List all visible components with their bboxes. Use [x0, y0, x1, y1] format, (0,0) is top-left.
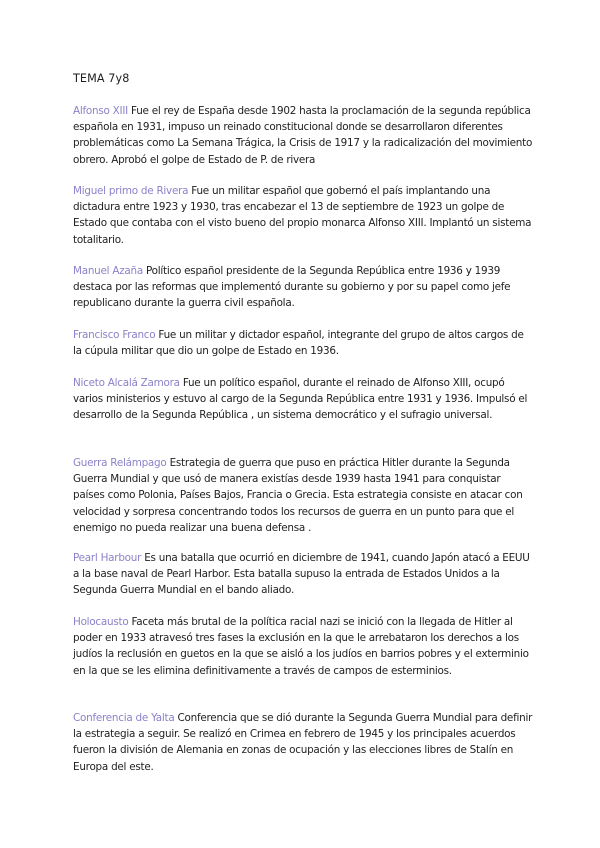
entry-term: Conferencia de Yalta: [73, 712, 175, 724]
entry-francisco-franco: [73, 327, 535, 359]
entry-term: Holocausto: [73, 616, 129, 628]
entry-term: Guerra Relámpago: [73, 457, 167, 469]
entry-definition: Político español presidente de la Segunda República entre 1936 y 1939 destaca por las reformas que implementó durante su gobierno y por su papel como jefe republicano durante la guerra civil española.: [73, 265, 511, 310]
entry-alfonso-xiii: [73, 103, 535, 168]
entry-alcala-zamora: [73, 375, 535, 424]
entry-definition: Fue un militar español que gobernó el país implantando una dictadura entre 1923 y 1930, tras encabezar el 13 de septiembre de 1923 un golpe de Estado que contaba con el visto bueno del propio monarca Alfonso XIII. Implantó un sistema totalitario.: [73, 185, 532, 246]
document-title: TEMA 7y8: [73, 72, 130, 85]
entry-definition: Fue el rey de España desde 1902 hasta la proclamación de la segunda república española en 1931, impuso un reinado constitucional donde se desarrollaron diferentes problemáticas como La Semana Trágica, la Crisis de 1917 y la radicalización del movimiento obrero. Aprobó el golpe de Estado de P. de rivera: [73, 105, 533, 166]
entry-term: Alfonso XIII: [73, 105, 128, 117]
entry-term: Niceto Alcalá Zamora: [73, 377, 180, 389]
entry-holocausto: [73, 614, 535, 679]
entry-definition: Es una batalla que ocurrió en diciembre de 1941, cuando Japón atacó a EEUU a la base naval de Pearl Harbor. Esta batalla supuso la entrada de Estados Unidos a la Segunda Guerra Mundial en el bando aliado.: [73, 552, 530, 597]
entry-guerra-relampago: [73, 455, 535, 536]
entry-term: Pearl Harbour: [73, 552, 142, 564]
entry-definition: Fue un político español, durante el reinado de Alfonso XIII, ocupó varios ministerios y estuvo al cargo de la Segunda República entre 1931 y 1936. Impulsó el desarrollo de la Segunda República , un sistema democrático y el sufragio universal.: [73, 377, 528, 422]
entry-definition: Fue un militar y dictador español, integrante del grupo de altos cargos de la cúpula militar que dio un golpe de Estado en 1936.: [73, 329, 524, 358]
entry-definition: Faceta más brutal de la política racial nazi se inició con la llegada de Hitler al poder en 1933 atravesó tres fases la exclusión en la que le arrebataron los derechos a los judíos la reclusión en guetos en la que se aisló a los judíos en barrios pobres y el exterminio en la que se les elimina definitivamente a través de campos de esterminios.: [73, 616, 529, 677]
entry-term: Manuel Azaña: [73, 265, 143, 277]
entry-definition: Conferencia que se dió durante la Segunda Guerra Mundial para definir la estrategia a seguir. Se realizó en Crimea en febrero de 1945 y los principales acuerdos fueron la división de Alemania en zonas de ocupación y las elecciones libres de Stalín en Europa del este.: [73, 712, 533, 773]
entry-term: Francisco Franco: [73, 329, 156, 341]
entry-pearl-harbour: [73, 550, 535, 599]
entry-manuel-azana: [73, 263, 535, 312]
entry-primo-de-rivera: [73, 183, 535, 248]
entry-term: Miguel primo de Rivera: [73, 185, 189, 197]
entry-definition: Estrategia de guerra que puso en práctica Hitler durante la Segunda Guerra Mundial y que usó de manera existías desde 1939 hasta 1941 para conquistar países como Polonia, Países Bajos, Francia o Grecia. Esta estrategia consiste en atacar con velocidad y sorpresa concentrando todos los recursos de guerra en un punto para que el enemigo no pueda realizar una buena defensa .: [73, 457, 523, 534]
entry-conferencia-yalta: [73, 710, 535, 775]
